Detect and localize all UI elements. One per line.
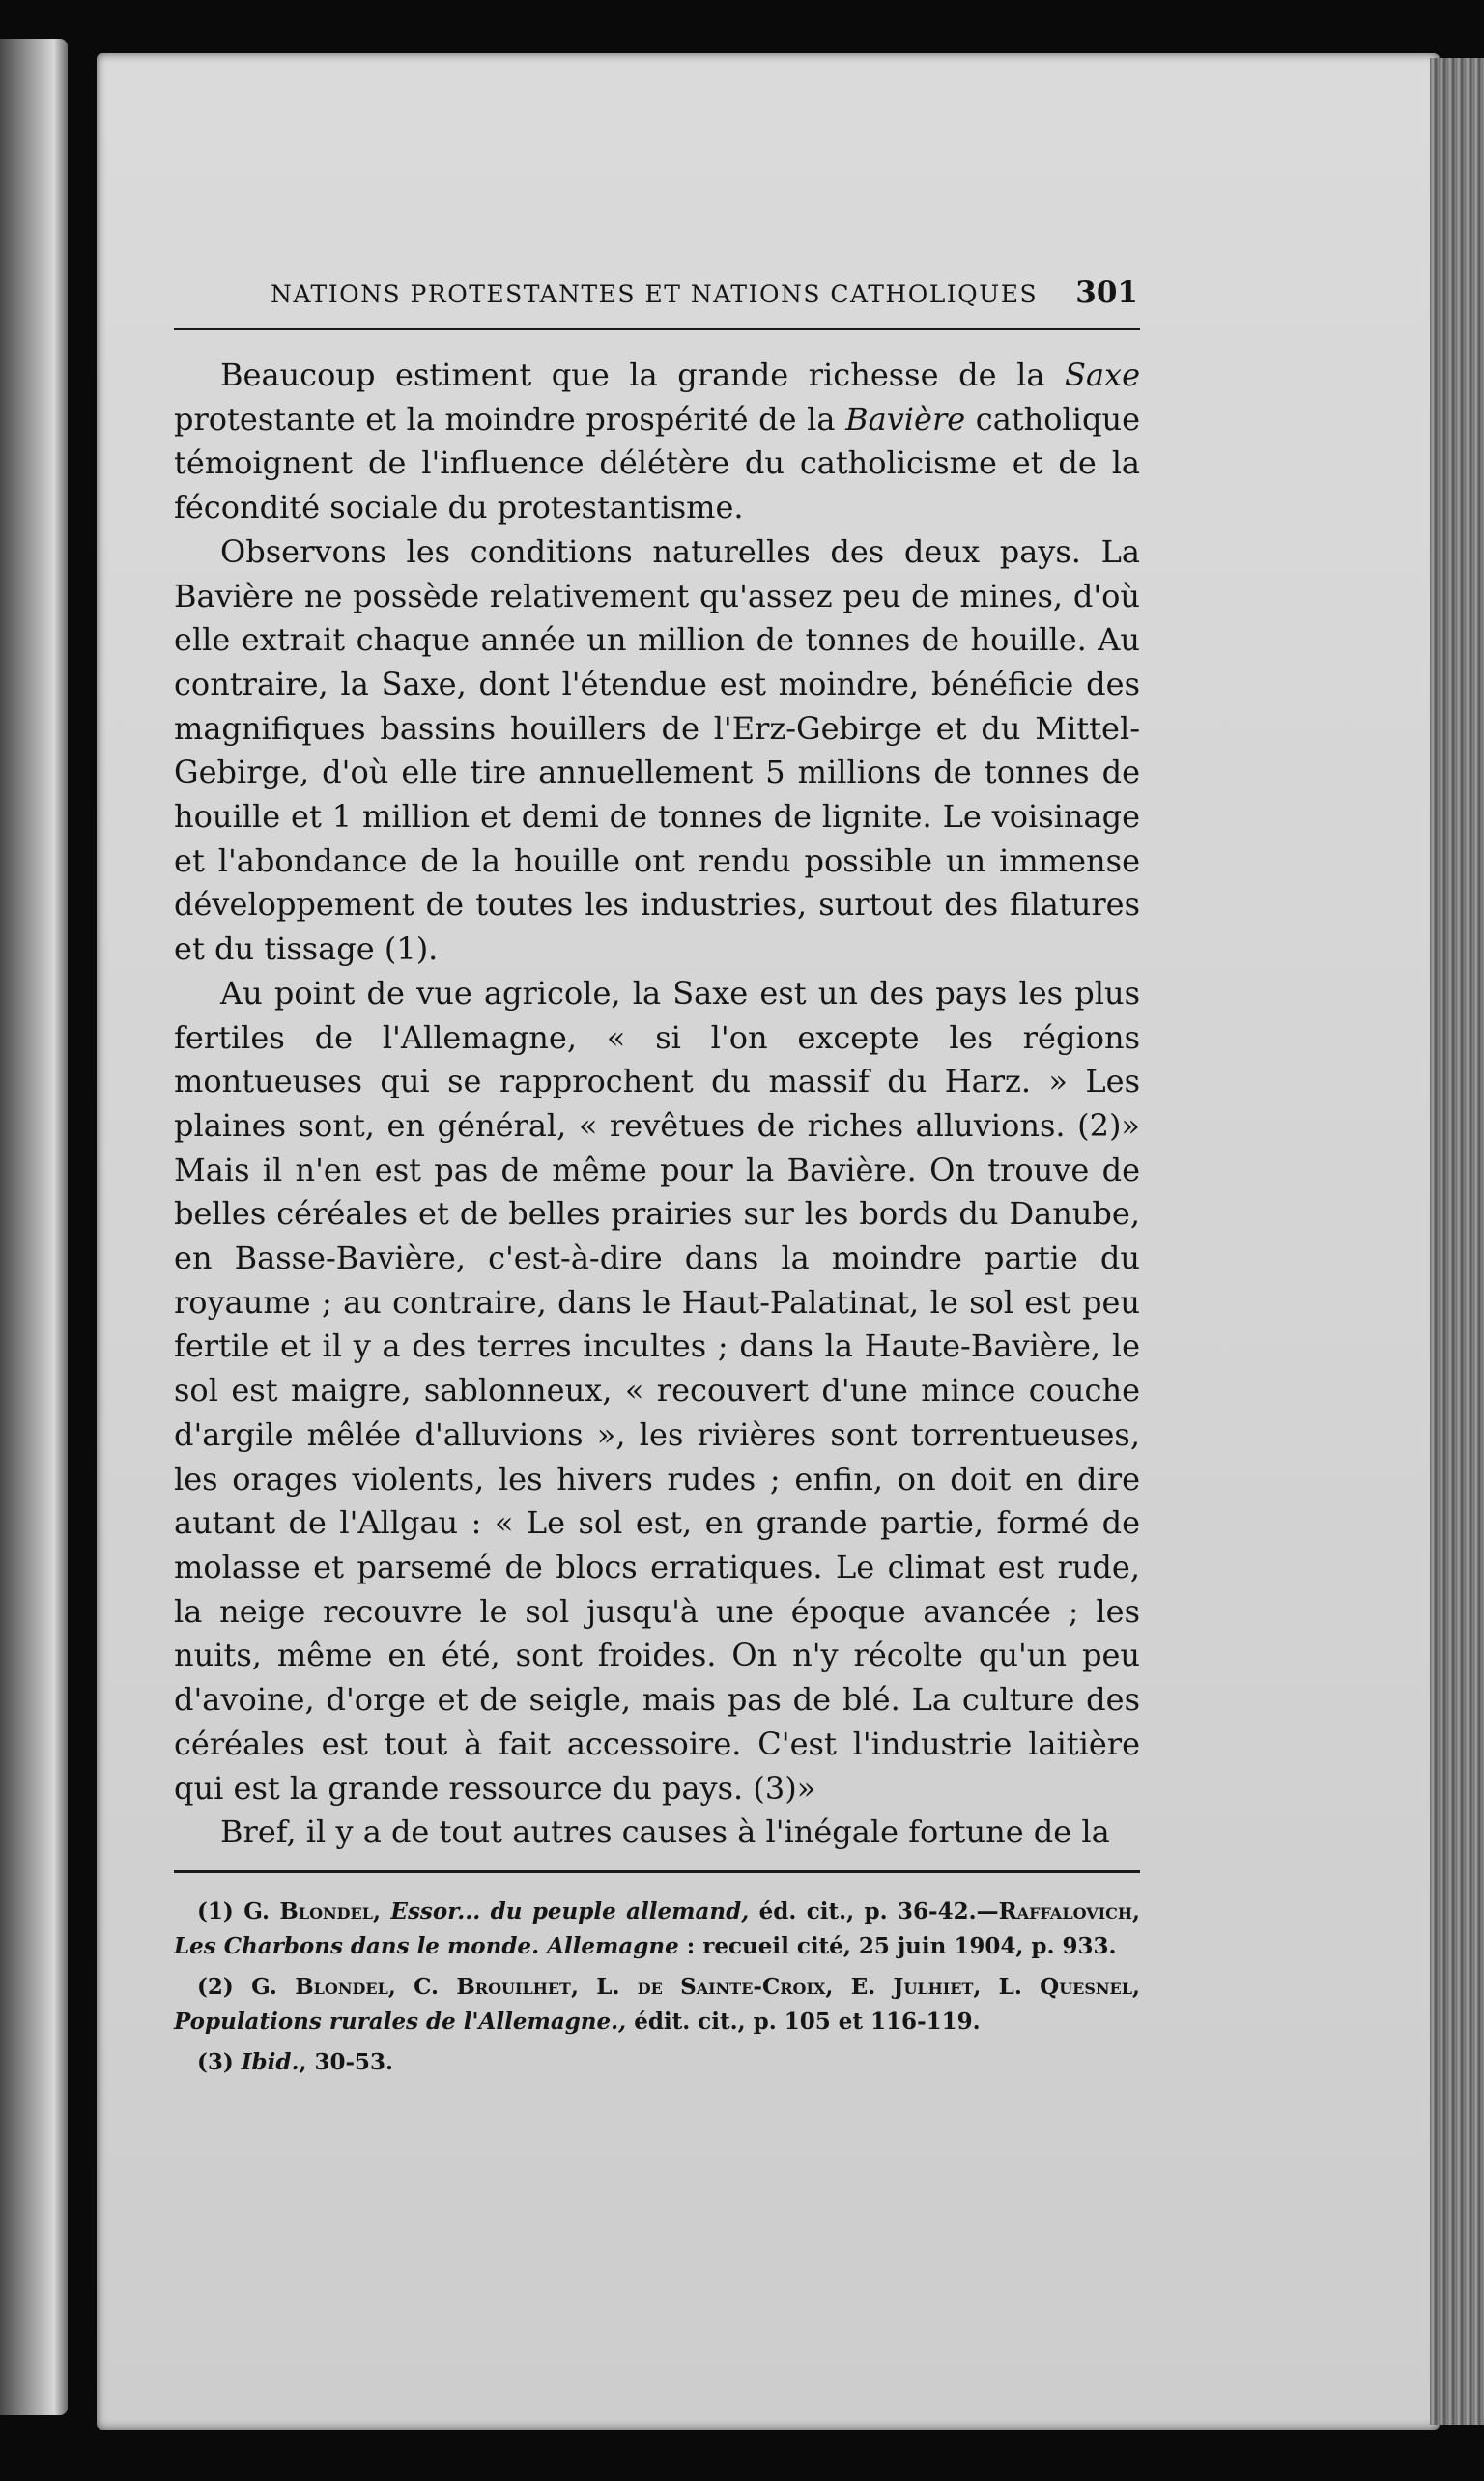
footnote-1-author-2: Raffalovich,	[998, 1897, 1141, 1925]
running-header	[174, 275, 1140, 330]
footnote-1-title: Essor... du peuple allemand,	[381, 1897, 750, 1925]
paragraph-2: Observons les conditions naturelles des deux pays. La Bavière ne possède relativement qu'assez peu de mines, d'où elle extrait chaque année un million de tonnes de houille. Au contraire, la Saxe, dont l'étendue est moindre, bénéficie des magnifiques bassins houillers de l'Erz-Gebirge et du Mittel-Gebirge, d'où elle tire annuellement 5 millions de tonnes de houille et 1 million et demi de tonnes de lignite. Le voisinage et l'abondance de la houille ont rendu possible un immense développement de toutes les industries, surtout des filatures et du tissage (1).	[174, 532, 1140, 968]
footnote-1	[174, 1895, 1140, 1964]
body-text	[174, 354, 1140, 1855]
paragraph-1-baviere: Bavière	[845, 400, 966, 438]
paragraph-1-part-e: catholique témoignent de l'influence délétère du catholicisme et de la fécondité sociale du protestantisme.	[174, 400, 1141, 527]
footnote-3-number: (3)	[197, 2048, 242, 2075]
adjacent-page-edge	[0, 39, 68, 2415]
page-content	[174, 275, 1140, 2086]
page-stack-edge	[1430, 58, 1484, 2425]
paragraph-1-part-a: Beaucoup estiment que la grande richesse de la	[220, 356, 1066, 393]
footnote-3-title: Ibid.	[241, 2048, 300, 2075]
page-number: 301	[1075, 275, 1138, 310]
footnotes	[174, 1895, 1140, 2080]
footnote-divider	[174, 1870, 1140, 1873]
footnote-2	[174, 1970, 1140, 2039]
paragraph-3: Au point de vue agricole, la Saxe est un des pays les plus fertiles de l'Allemagne, « si l'on excepte les régions montueuses qui se rapprochent du massif du Harz. » Les plaines sont, en général, « revêtues de riches alluvions. (2)» Mais il n'en est pas de même pour la Bavière. On trouve de belles céréales et de belles prairies sur les bords du Danube, en Basse-Bavière, c'est-à-dire dans la moindre partie du royaume ; au contraire, dans le Haut-Palatinat, le sol est peu fertile et il y a des terres incultes ; dans la Haute-Bavière, le sol est maigre, sablonneux, « recouvert d'une mince couche d'argile mêlée d'alluvions », les rivières sont torrentueuses, les orages violents, les hivers rudes ; enfin, on doit en dire autant de l'Allgau : « Le sol est, en grande partie, formé de molasse et parsemé de blocs erratiques. Le climat est rude, la neige recouvre le sol jusqu'à une époque avancée ; les nuits, même en été, sont froides. On n'y récolte qu'un peu d'avoine, d'orge et de seigle, mais pas de blé. La culture des céréales est tout à fait accessoire. C'est l'industrie laitière qui est la grande ressource du pays. (3)»	[174, 974, 1140, 1807]
footnote-2-title: Populations rurales de l'Allemagne.,	[174, 2008, 627, 2035]
paragraph-1-saxe: Saxe	[1065, 356, 1140, 393]
footnote-2-number: (2)	[197, 1973, 252, 2000]
footnote-1-citation: éd. cit., p. 36-42.—	[749, 1897, 999, 1925]
footnote-1-citation-2: : recueil cité, 25 juin 1904, p. 933.	[678, 1932, 1117, 1959]
footnote-2-citation: édit. cit., p. 105 et 116-119.	[626, 2008, 981, 2035]
footnote-2-authors: G. Blondel, C. Brouilhet, L. de Sainte-Croix, E. Julhiet, L. Quesnel,	[251, 1973, 1140, 2000]
footnote-1-title-2: Les Charbons dans le monde. Allemagne	[174, 1932, 679, 1959]
footnote-3-citation: , 30-53.	[299, 2048, 394, 2075]
paragraph-4: Bref, il y a de tout autres causes à l'inégale fortune de la	[220, 1813, 1110, 1851]
paragraph-1-part-c: protestante et la moindre prospérité de la	[174, 400, 846, 438]
footnote-1-number: (1)	[197, 1897, 244, 1925]
footnote-3	[174, 2045, 1140, 2080]
running-title: NATIONS PROTESTANTES ET NATIONS CATHOLIQUES	[271, 280, 1039, 308]
paragraph-1	[174, 354, 1140, 530]
footnote-1-author: G. Blondel,	[243, 1897, 382, 1925]
